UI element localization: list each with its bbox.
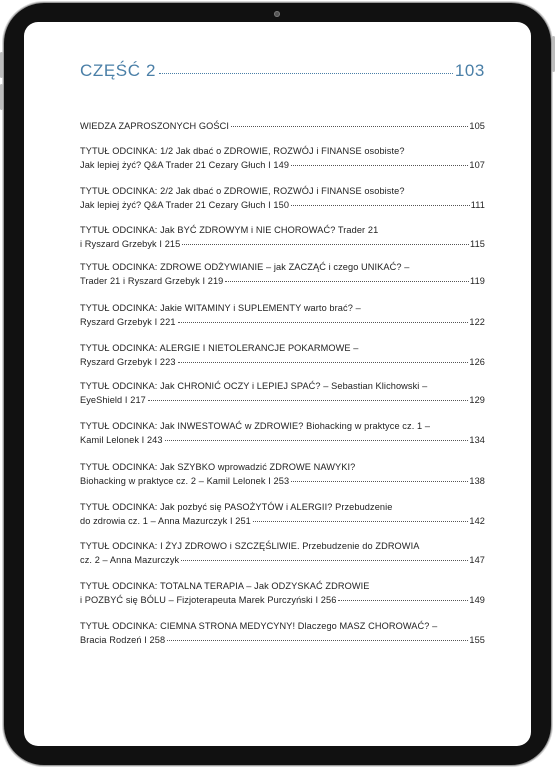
toc-entry-text: TYTUŁ ODCINKA: Jak BYĆ ZDROWYM i NIE CHOROWAĆ? Trader 21 [80,225,379,235]
toc-entry-last-line [80,393,485,407]
dot-leader [181,560,468,561]
tablet-frame [4,3,551,765]
toc-page-number: 134 [469,435,485,445]
part-title: CZĘŚĆ 2 [80,61,156,80]
toc-entry-text: Biohacking w praktyce cz. 2 – Kamil Lelonek I 253 [80,476,290,486]
toc-entry[interactable] [80,301,485,329]
toc-entry-text: TYTUŁ ODCINKA: CIEMNA STRONA MEDYCYNY! Dlaczego MASZ CHOROWAĆ? – [80,621,438,631]
dot-leader [178,362,469,363]
dot-leader [231,126,468,127]
toc-entry-last-line [80,633,485,647]
side-button [0,52,3,78]
dot-leader [159,73,453,74]
toc-entry-last-line [80,593,485,607]
part-heading[interactable] [80,61,485,81]
toc-page-number: 142 [469,516,485,526]
toc-entry-last-line [80,198,485,212]
toc-entry-text: TYTUŁ ODCINKA: ALERGIE I NIETOLERANCJE POKARMOWE – [80,343,359,353]
toc-entry-last-line [80,237,485,251]
dot-leader [225,281,469,282]
toc-entry-last-line [80,514,485,528]
toc-entry-text: TYTUŁ ODCINKA: ZDROWE ODŻYWIANIE – jak ZACZĄĆ i czego UNIKAĆ? – [80,262,410,272]
toc-entry-text: Trader 21 i Ryszard Grzebyk I 219 [80,276,224,286]
toc-entry-text: Kamil Lelonek I 243 [80,435,163,445]
toc-entry[interactable] [80,460,485,488]
toc-entry-text: TYTUŁ ODCINKA: 2/2 Jak dbać o ZDROWIE, ROZWÓJ i FINANSE osobiste? [80,186,405,196]
toc-entry-last-line [80,433,485,447]
dot-leader [338,600,468,601]
toc-page-number: 138 [469,476,485,486]
toc-page-number: 129 [469,395,485,405]
toc-entry-last-line [80,474,485,488]
toc-page-number: 147 [469,555,485,565]
dot-leader [291,205,470,206]
toc-page-number: 107 [469,160,485,170]
toc-entry-last-line [80,274,485,288]
toc-entry-last-line [80,553,485,567]
toc-entry-text: WIEDZA ZAPROSZONYCH GOŚCI [80,121,230,131]
toc-entry-text: Jak lepiej żyć? Q&A Trader 21 Cezary Głuch I 150 [80,200,290,210]
toc-entry-last-line [80,315,485,329]
toc-page-number: 105 [469,121,485,131]
toc-entry-last-line [80,355,485,369]
toc-entry-text: Jak lepiej żyć? Q&A Trader 21 Cezary Głuch I 149 [80,160,290,170]
camera-icon [274,11,280,17]
toc-entry[interactable] [80,539,485,567]
toc-entry-text: i POZBYĆ się BÓLU – Fizjoterapeuta Marek Purczyński I 256 [80,595,337,605]
toc-entry-text: Ryszard Grzebyk I 221 [80,317,176,327]
toc-entry-text: TYTUŁ ODCINKA: Jak pozbyć się PASOŻYTÓW i ALERGII? Przebudzenie [80,502,393,512]
toc-entry[interactable] [80,619,485,647]
toc-entry-text: EyeShield I 217 [80,395,146,405]
toc-page-number: 111 [470,200,485,210]
toc-entry-text: do zdrowia cz. 1 – Anna Mazurczyk I 251 [80,516,251,526]
dot-leader [253,521,468,522]
toc-entry-text: TYTUŁ ODCINKA: Jakie WITAMINY i SUPLEMENTY warto brać? – [80,303,361,313]
toc-entry-text: TYTUŁ ODCINKA: 1/2 Jak dbać o ZDROWIE, ROZWÓJ i FINANSE osobiste? [80,146,405,156]
toc-entry-text: cz. 2 – Anna Mazurczyk [80,555,180,565]
dot-leader [165,440,469,441]
dot-leader [291,165,468,166]
toc-entry[interactable] [80,144,485,172]
toc-entry-text: TYTUŁ ODCINKA: I ŻYJ ZDROWO i SZCZĘŚLIWIE. Przebudzenie do ZDROWIA [80,541,420,551]
toc-entry[interactable] [80,500,485,528]
toc-entry[interactable] [80,260,485,288]
toc-entry-text: Bracia Rodzeń I 258 [80,635,166,645]
toc-entry-text: Ryszard Grzebyk I 223 [80,357,176,367]
toc-entry-last-line [80,158,485,172]
toc-entry[interactable] [80,223,485,251]
dot-leader [178,322,469,323]
toc-page-number: 122 [469,317,485,327]
toc-entry-text: TYTUŁ ODCINKA: Jak SZYBKO wprowadzić ZDROWE NAWYKI? [80,462,356,472]
toc-entry[interactable] [80,184,485,212]
toc-page-number: 149 [469,595,485,605]
dot-leader [291,481,468,482]
toc-page-number: 126 [469,357,485,367]
toc-page-number: 119 [470,276,485,286]
toc-entry[interactable] [80,579,485,607]
page-screen[interactable] [24,22,531,746]
side-button [0,84,3,110]
toc-entry-text: TYTUŁ ODCINKA: TOTALNA TERAPIA – Jak ODZYSKAĆ ZDROWIE [80,581,370,591]
toc-entry[interactable] [80,419,485,447]
part-page-number: 103 [454,61,485,80]
toc-entry-last-line [80,119,485,133]
toc-entry[interactable] [80,119,485,133]
toc-entry-text: TYTUŁ ODCINKA: Jak INWESTOWAĆ w ZDROWIE? Biohacking w praktyce cz. 1 – [80,421,431,431]
dot-leader [148,400,469,401]
toc-entry-text: i Ryszard Grzebyk I 215 [80,239,181,249]
toc-entry-text: TYTUŁ ODCINKA: Jak CHRONIĆ OCZY i LEPIEJ SPAĆ? – Sebastian Klichowski – [80,381,428,391]
dot-leader [167,640,468,641]
toc-entry[interactable] [80,379,485,407]
toc-page-number: 155 [469,635,485,645]
dot-leader [182,244,469,245]
toc-entry[interactable] [80,341,485,369]
toc-page-number: 115 [470,239,485,249]
